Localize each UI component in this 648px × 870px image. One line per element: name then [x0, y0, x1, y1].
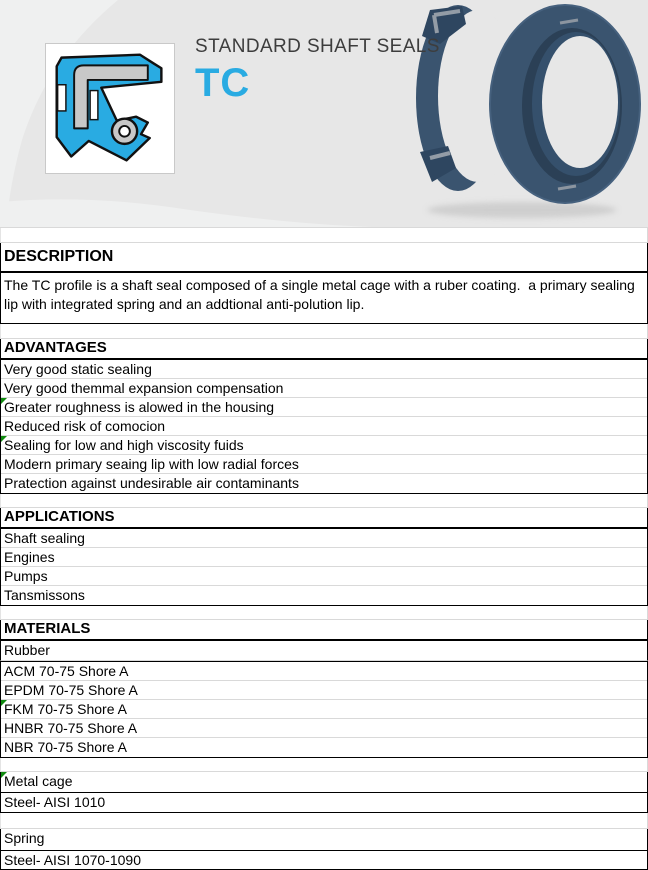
- description-heading: DESCRIPTION: [0, 243, 648, 273]
- metal-cage-materials-list: [0, 792, 648, 813]
- applications-item-label: Tansmissons: [4, 587, 85, 603]
- advantages-item: [1, 379, 647, 398]
- advantages-item-label: Modern primary seaing lip with low radial forces: [4, 456, 299, 472]
- full-seal-ring: [490, 5, 640, 203]
- material-group-label-rubber: Rubber: [0, 641, 648, 661]
- material-item: [1, 738, 647, 757]
- seal-rings-photo: [400, 0, 648, 225]
- header-titles: [195, 36, 440, 103]
- applications-item-label: Pumps: [4, 568, 48, 584]
- advantages-item: [1, 455, 647, 474]
- header-banner: [0, 0, 648, 228]
- applications-list: [0, 529, 648, 606]
- advantages-item-label: Very good themmal expansion compensation: [4, 380, 284, 396]
- advantages-item: [1, 398, 647, 417]
- spring-materials-list: [0, 850, 648, 870]
- datasheet-body: [0, 228, 648, 870]
- applications-item-label: Engines: [4, 549, 55, 565]
- cell-flag-icon: [1, 772, 7, 778]
- rubber-materials-list: [0, 661, 648, 758]
- tc-profile-icon: [47, 45, 173, 172]
- materials-heading: MATERIALS: [0, 620, 648, 641]
- advantages-item-label: Greater roughness is alowed in the housing: [4, 399, 275, 415]
- cell-flag-icon: [1, 700, 7, 706]
- material-group-label-spring: Spring: [0, 829, 648, 850]
- material-item: [1, 793, 647, 812]
- empty-row: [0, 606, 648, 620]
- material-group-label-text: Metal cage: [4, 773, 73, 789]
- profile-code: TC: [195, 61, 251, 105]
- material-item-label: FKM 70-75 Shore A: [4, 701, 127, 717]
- material-item: [1, 700, 647, 719]
- applications-heading: APPLICATIONS: [0, 508, 648, 529]
- empty-row: [0, 494, 648, 508]
- advantages-item-label: Very good static sealing: [4, 361, 152, 377]
- empty-row: [0, 324, 648, 339]
- advantages-item-label: Sealing for low and high viscosity fuids: [4, 437, 244, 453]
- material-item: [1, 662, 647, 681]
- empty-row: [0, 758, 648, 772]
- outer-groove-slot: [58, 85, 66, 111]
- advantages-item: [1, 360, 647, 379]
- seal-cross-section-diagram: [45, 43, 175, 174]
- empty-row: [0, 228, 648, 243]
- material-item-label: NBR 70-75 Shore A: [4, 739, 127, 755]
- material-item-label: EPDM 70-75 Shore A: [4, 682, 138, 698]
- applications-item: [1, 548, 647, 567]
- material-item: [1, 681, 647, 700]
- material-group-label-metal-cage: [0, 772, 648, 792]
- advantages-heading: ADVANTAGES: [0, 339, 648, 360]
- cell-flag-icon: [1, 398, 7, 404]
- advantages-item: [1, 436, 647, 455]
- advantages-list: [0, 360, 648, 494]
- description-text: The TC profile is a shaft seal composed of a single metal cage with a ruber coating. a primary sealing lip with integrated spring and an addtional anti-polution lip.: [0, 273, 648, 324]
- advantages-item-label: Pratection against undesirable air contaminants: [4, 475, 299, 491]
- material-item-label: ACM 70-75 Shore A: [4, 663, 129, 679]
- applications-item: [1, 567, 647, 586]
- applications-item: [1, 529, 647, 548]
- page-title: STANDARD SHAFT SEALS: [195, 36, 440, 57]
- material-item-label: Steel- AISI 1010: [4, 794, 106, 810]
- empty-row: [0, 813, 648, 829]
- advantages-item-label: Reduced risk of comocion: [4, 418, 166, 434]
- material-item-label: HNBR 70-75 Shore A: [4, 720, 138, 736]
- advantages-item: [1, 417, 647, 436]
- applications-item: [1, 586, 647, 605]
- inner-gap-slot: [90, 91, 98, 120]
- advantages-item: [1, 474, 647, 493]
- material-item: [1, 851, 647, 869]
- rings-shadow: [427, 202, 617, 218]
- cell-flag-icon: [1, 436, 7, 442]
- material-item-label: Steel- AISI 1070-1090: [4, 852, 141, 868]
- material-item: [1, 719, 647, 738]
- applications-item-label: Shaft sealing: [4, 530, 85, 546]
